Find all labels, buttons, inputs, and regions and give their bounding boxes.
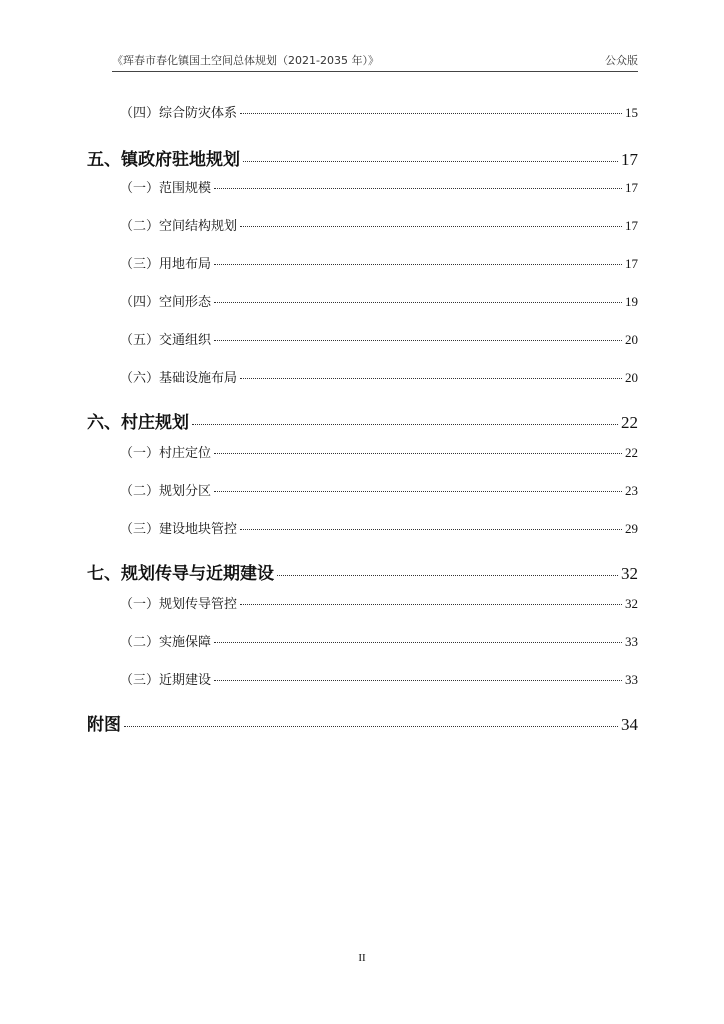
toc-entry-title: （二）实施保障 bbox=[120, 635, 212, 650]
toc-chapter[interactable] bbox=[87, 145, 638, 170]
toc-entry-title: （三）用地布局 bbox=[120, 257, 212, 272]
toc-chapter-page: 32 bbox=[621, 564, 638, 583]
toc-entry[interactable] bbox=[120, 291, 638, 310]
dot-leader bbox=[214, 302, 622, 303]
toc-entry-page: 22 bbox=[625, 445, 638, 460]
toc-chapter-title: 六、村庄规划 bbox=[87, 413, 189, 433]
dot-leader bbox=[240, 113, 622, 114]
toc-entry[interactable] bbox=[120, 669, 638, 688]
dot-leader bbox=[192, 424, 618, 425]
toc-entry-title: （一）村庄定位 bbox=[120, 446, 212, 461]
toc-entry[interactable] bbox=[120, 102, 638, 121]
dot-leader bbox=[240, 378, 622, 379]
toc-entry-page: 17 bbox=[625, 256, 638, 271]
toc-entry-title: （四）综合防灾体系 bbox=[120, 106, 238, 121]
dot-leader bbox=[214, 680, 622, 681]
toc-entry-page: 20 bbox=[625, 370, 638, 385]
dot-leader bbox=[214, 491, 622, 492]
toc-entry[interactable] bbox=[120, 631, 638, 650]
dot-leader bbox=[214, 642, 622, 643]
toc-entry[interactable] bbox=[120, 177, 638, 196]
toc-chapter[interactable] bbox=[87, 559, 638, 584]
toc-entry-title: （五）交通组织 bbox=[120, 333, 212, 348]
toc-entry-page: 17 bbox=[625, 218, 638, 233]
toc-chapter-page: 22 bbox=[621, 413, 638, 432]
toc-entry-page: 17 bbox=[625, 180, 638, 195]
toc-entry-page: 32 bbox=[625, 596, 638, 611]
toc-entry-title: （六）基础设施布局 bbox=[120, 371, 238, 386]
toc-entry[interactable] bbox=[120, 215, 638, 234]
dot-leader bbox=[214, 340, 622, 341]
toc-entry-page: 33 bbox=[625, 634, 638, 649]
dot-leader bbox=[240, 529, 622, 530]
dot-leader bbox=[214, 264, 622, 265]
page-number: II bbox=[358, 952, 366, 964]
toc-entry[interactable] bbox=[120, 367, 638, 386]
toc-chapter-page: 17 bbox=[621, 150, 638, 169]
toc-entry-page: 33 bbox=[625, 672, 638, 687]
dot-leader bbox=[214, 188, 622, 189]
dot-leader bbox=[277, 575, 618, 576]
toc-chapter[interactable] bbox=[87, 408, 638, 433]
toc-entry-title: （四）空间形态 bbox=[120, 295, 212, 310]
toc-entry[interactable] bbox=[120, 329, 638, 348]
toc-chapter-title: 五、镇政府驻地规划 bbox=[87, 150, 240, 170]
toc-entry-page: 20 bbox=[625, 332, 638, 347]
toc-entry-page: 23 bbox=[625, 483, 638, 498]
toc-entry-title: （一）范围规模 bbox=[120, 181, 212, 196]
toc-entry[interactable] bbox=[120, 518, 638, 537]
toc-entry-page: 29 bbox=[625, 521, 638, 536]
dot-leader bbox=[243, 161, 618, 162]
toc-entry-title: （三）建设地块管控 bbox=[120, 522, 238, 537]
dot-leader bbox=[240, 226, 622, 227]
toc-entry-page: 19 bbox=[625, 294, 638, 309]
toc-chapter-page: 34 bbox=[621, 715, 638, 734]
toc-entry[interactable] bbox=[120, 480, 638, 499]
toc-entry-title: （三）近期建设 bbox=[120, 673, 212, 688]
dot-leader bbox=[124, 726, 618, 727]
toc-chapter-title: 附图 bbox=[87, 715, 121, 735]
dot-leader bbox=[214, 453, 622, 454]
edition-label: 公众版 bbox=[605, 54, 638, 67]
toc-entry-title: （二）空间结构规划 bbox=[120, 219, 238, 234]
toc-entry-title: （二）规划分区 bbox=[120, 484, 212, 499]
document-title: 《珲春市春化镇国土空间总体规划（2021-2035 年）》 bbox=[112, 54, 379, 67]
toc-entry[interactable] bbox=[120, 593, 638, 612]
toc-chapter-title: 七、规划传导与近期建设 bbox=[87, 564, 274, 584]
toc-entry-title: （一）规划传导管控 bbox=[120, 597, 238, 612]
toc-entry[interactable] bbox=[120, 442, 638, 461]
toc-entry-page: 15 bbox=[625, 105, 638, 120]
toc-chapter[interactable] bbox=[87, 710, 638, 735]
dot-leader bbox=[240, 604, 622, 605]
toc-entry[interactable] bbox=[120, 253, 638, 272]
